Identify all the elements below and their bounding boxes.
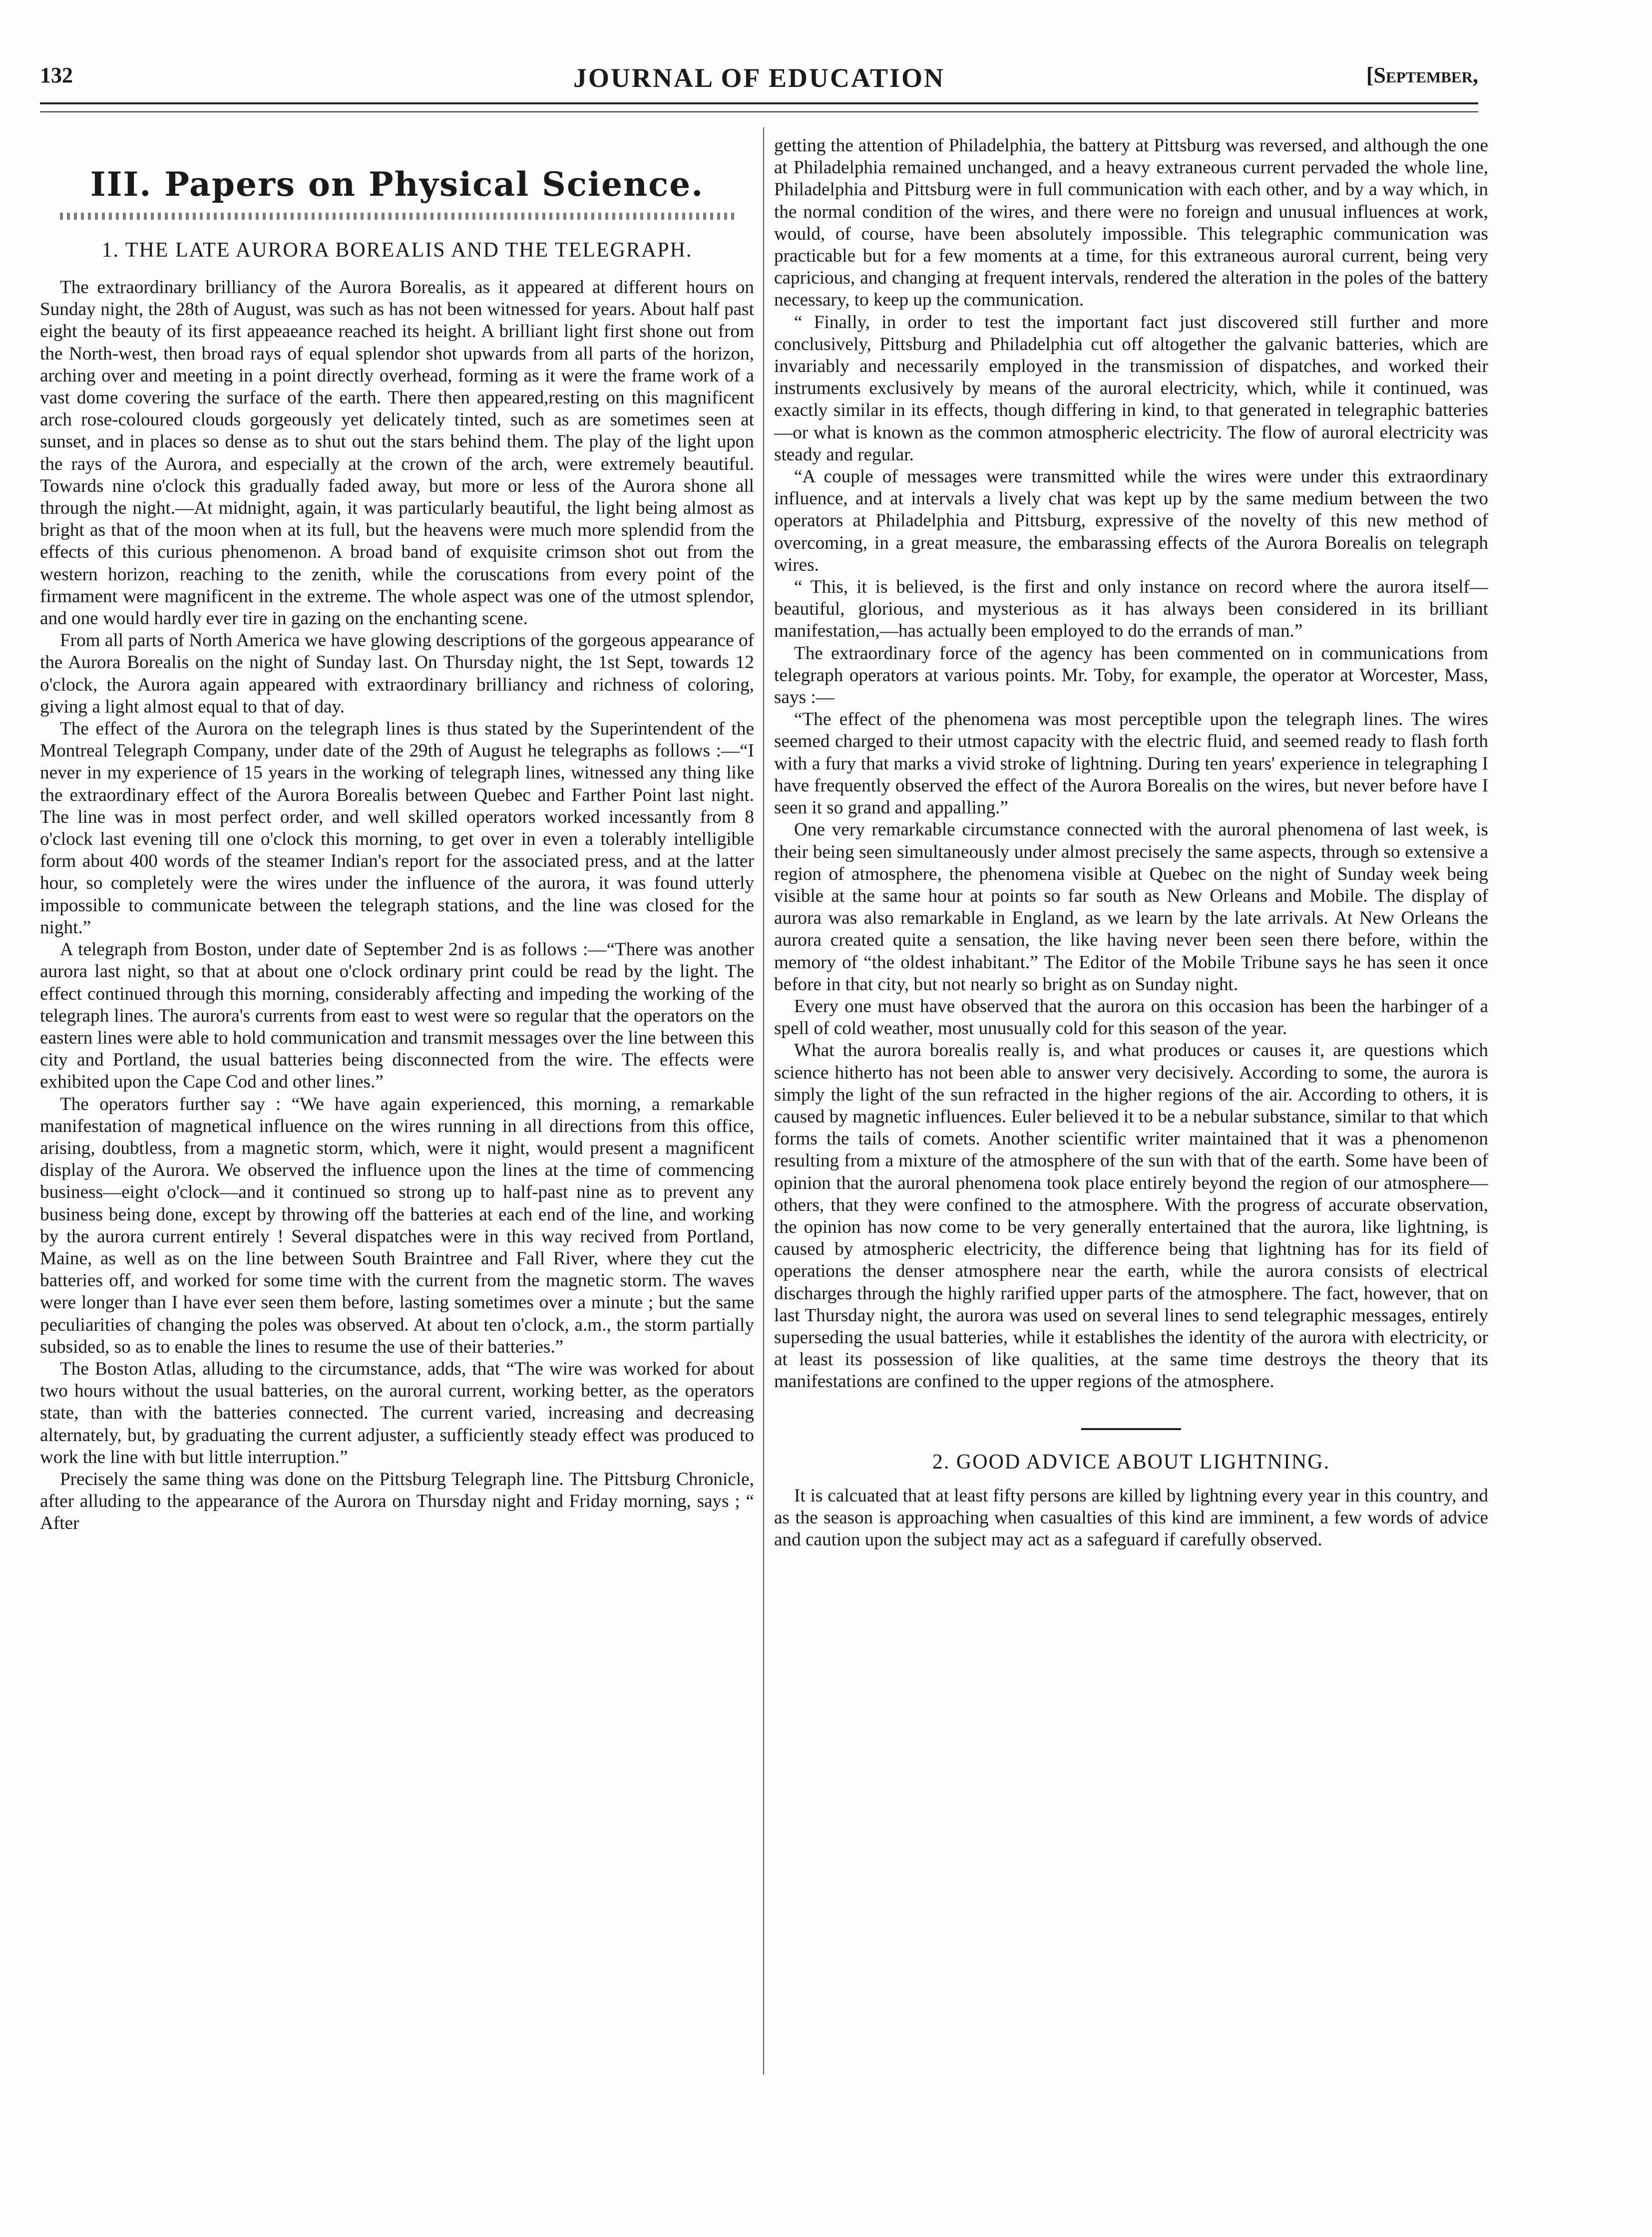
page-number: 132 bbox=[40, 63, 73, 87]
issue-month: [September, bbox=[1366, 63, 1478, 87]
paragraph: The extraordinary force of the agency has been commented on in communications from telegraph operators at various points. Mr. Toby, for example, the operator at Worcester, Mass, says :— bbox=[774, 643, 1488, 708]
paragraph: The effect of the Aurora on the telegraph lines is thus stated by the Superintendent of the Montreal Telegraph Company, under date of the 29th of August he telegraphs as follows :—“I never in my experience of 15 years in the working of telegraph lines, witnessed any thing like the extraordinary effect of the Aurora Borealis between Quebec and Farther Point last night. The line was in most perfect order, and well skilled operators worked incessantly from 8 o'clock last evening till one o'clock this morning, to get over in even a tolerably intelligible form about 400 words of the steamer Indian's report for the associated press, and at the latter hour, so completely were the wires under the influence of the aurora, it was found utterly impossible to communicate between the telegraph stations, and the line was closed for the night.” bbox=[40, 719, 754, 938]
header-rule bbox=[40, 102, 1478, 104]
article-separator bbox=[1081, 1428, 1181, 1430]
header-rule-thin bbox=[40, 111, 1478, 112]
paragraph: One very remarkable circumstance connected with the auroral phenomena of last week, is their being seen simultaneously under almost precisely the same aspects, through so extensive a region of atmosphere, the phenomena visible at Quebec on the night of Sunday week being visible at the same hour at points so far south as New Orleans and Mobile. The display of aurora was also remarkable in England, as we learn by the late arrivals. At New Orleans the aurora created quite a sensation, the like having never been seen there before, within the memory of “the oldest inhabitant.” The Editor of the Mobile Tribune says he has seen it once before in that city, but not nearly so bright as on Sunday night. bbox=[774, 819, 1488, 995]
paragraph: The extraordinary brilliancy of the Aurora Borealis, as it appeared at different hours on Sunday night, the 28th of August, was such as has not been witnessed for years. About half past eight the beauty of its first appeaeance reached its height. A brilliant light first shone out from the North-west, then broad rays of equal splendor shot upwards from all parts of the horizon, arching over and meeting in a point directly overhead, forming as it were the frame work of a vast dome covering the surface of the earth. There then appeared,resting on this magnificent arch rose-coloured clouds gorgeously yet delicately tinted, such as are sometimes seen at sunset, and in places so dense as to shut out the stars behind them. The play of the light upon the rays of the Aurora, and especially at the crown of the arch, were extremely beautiful. Towards nine o'clock this gradually faded away, but more or less of the Aurora shone all through the night.—At midnight, again, it was particularly beautiful, the light being almost as bright as that of the moon when at its full, but the heavens were much more splendid from the effects of this curious phenomenon. A broad band of exquisite crimson shot out from the western horizon, reaching to the zenith, while the coruscations from every point of the firmament were magnificent in the extreme. The whole aspect was one of the utmost splendor, and one would hardly ever tire in gazing on the enchanting scene. bbox=[40, 277, 754, 629]
paragraph: What the aurora borealis really is, and what produces or causes it, are questions which science hitherto has not been able to answer very decisively. According to some, the aurora is simply the light of the sun refracted in the higher regions of the air. According to others, it is caused by magnetic influences. Euler believed it to be a nebular substance, similar to that which forms the tails of comets. Another scientific writer maintained that it was a phenomenon resulting from a mixture of the atmosphere of the sun with that of the earth. Some have been of opinion that the auroral phenomena took place entirely beyond the region of our atmosphere—others, that they were confined to the atmosphere. With the progress of accurate observation, the opinion has now come to be very generally entertained that the aurora, like lightning, is caused by atmospheric electricity, the difference being that lightning has for its field of operations the denser atmosphere near the earth, while the aurora consists of electrical discharges through the highly rarified upper parts of the atmosphere. The fact, however, that on last Thursday night, the aurora was used on several lines to send telegraphic messages, entirely superseding the usual batteries, while it establishes the identity of the aurora with electricity, or at least its possession of like qualities, at the same time destroys the theory that its manifestations are confined to the upper regions of the atmosphere. bbox=[774, 1040, 1488, 1392]
article-title: 2. GOOD ADVICE ABOUT LIGHTNING. bbox=[932, 1450, 1330, 1474]
paragraph: From all parts of North America we have glowing descriptions of the gorgeous appearance of the Aurora Borealis on the night of Sunday last. On Thursday night, the 1st Sept, towards 12 o'clock, the Aurora again appeared with extraordinary brilliancy and richness of coloring, giving a light almost equal to that of day. bbox=[40, 630, 754, 717]
paragraph: It is calcuated that at least fifty persons are killed by lightning every year in this country, and as the season is approaching when casualties of this kind are imminent, a few words of advice and caution upon the subject may act as a safeguard if carefully observed. bbox=[774, 1485, 1488, 1550]
page-header bbox=[40, 62, 1478, 117]
paragraph: Every one must have observed that the aurora on this occasion has been the harbinger of a spell of cold weather, most unusually cold for this season of the year. bbox=[774, 996, 1488, 1039]
paragraph: “ Finally, in order to test the important fact just discovered still further and more conclusively, Pittsburg and Philadelphia cut off altogether the galvanic batteries, which are invariably and necessarily employed in the transmission of dispatches, and worked their instruments exclusively by means of the auroral electricity, which, while it continued, was exactly similar in its effects, though differing in kind, to that generated in telegraphic batteries—or what is known as the common atmospheric electricity. The flow of auroral electricity was steady and regular. bbox=[774, 312, 1488, 465]
paragraph: Precisely the same thing was done on the Pittsburg Telegraph line. The Pittsburg Chronicle, after alluding to the appearance of the Aurora on Thursday night and Friday morning, says ; “ After bbox=[40, 1469, 754, 1534]
left-column bbox=[40, 135, 754, 2132]
paragraph: The operators further say : “We have again experienced, this morning, a remarkable manifestation of magnetical influence on the wires running in all directions from this office, arising, doubtless, from a magnetic storm, which, were it night, would present a magnificent display of the Aurora. We observed the influence upon the lines at the time of commencing business—eight o'clock—and it continued so strong up to half-past nine as to prevent any business being done, except by throwing off the batteries at each end of the line, and working by the aurora current entirely ! Several dispatches were in this way recived from Portland, Maine, as well as on the line between South Braintree and Fall River, where they cut the batteries off, and worked for some time with the current from the magnetic storm. The waves were longer than I have ever seen them before, lasting sometimes over a minute ; but the same peculiarities of changing the poles was observed. At about ten o'clock, a.m., the storm partially subsided, so as to enable the lines to resume the use of their batteries.” bbox=[40, 1094, 754, 1357]
paragraph: getting the attention of Philadelphia, the battery at Pittsburg was reversed, and although the one at Philadelphia remained unchanged, and a heavy extraneous current pervaded the whole line, Philadelphia and Pittsburg were in full communication with each other, and by a way which, in the normal condition of the wires, and there were no foreign and unusual influences at work, would, of course, have been absolutely impossible. This telegraphic communication was practicable but for a few moments at a time, for this extraneous auroral current, being very capricious, and changing at frequent intervals, rendered the alteration in the poles of the battery necessary, to keep up the communication. bbox=[774, 135, 1488, 311]
paragraph: “The effect of the phenomena was most perceptible upon the telegraph lines. The wires seemed charged to their utmost capacity with the electric fluid, and seemed ready to flash forth with a fury that marks a vivid stroke of lightning. During ten years' experience in telegraphing I have frequently observed the effect of the Aurora Borealis on the wires, but never before have I seen it so grand and appalling.” bbox=[774, 709, 1488, 818]
article-title: 1. THE LATE AURORA BOREALIS AND THE TELEGRAPH. bbox=[101, 239, 693, 262]
paragraph: The Boston Atlas, alluding to the circumstance, adds, that “The wire was worked for about two hours without the usual batteries, on the auroral current, working better, as the operators state, than with the batteries connected. The current varied, increasing and decreasing alternately, but, by graduating the current adjuster, a sufficiently steady effect was produced to work the line with but little interruption.” bbox=[40, 1358, 754, 1468]
paragraph: “ This, it is believed, is the first and only instance on record where the aurora itself—beautiful, glorious, and mysterious as it has always been considered in its brilliant manifestation,—has actually been employed to do the errands of man.” bbox=[774, 577, 1488, 642]
right-column bbox=[774, 135, 1488, 2132]
column-divider bbox=[763, 127, 764, 2075]
paragraph: A telegraph from Boston, under date of September 2nd is as follows :—“There was another aurora last night, so that at about one o'clock ordinary print could be read by the light. The effect continued through this morning, considerably affecting and impeding the working of the telegraph lines. The aurora's currents from east to west were so regular that the operators on the eastern lines were able to hold communication and transmit messages over the line between this city and Portland, the usual batteries being disconnected from the wire. The effects were exhibited upon the Cape Cod and other lines.” bbox=[40, 939, 754, 1093]
wavy-ornament bbox=[60, 213, 734, 220]
section-title: III. Papers on Physical Science. bbox=[90, 165, 704, 204]
journal-page bbox=[40, 47, 1488, 2195]
journal-title: JOURNAL OF EDUCATION bbox=[573, 63, 945, 93]
paragraph: “A couple of messages were transmitted while the wires were under this extraordinary influence, and at intervals a lively chat was kept up by the same medium between the two operators at Philadelphia and Pittsburg, expressive of the novelty of this new method of overcoming, in a great measure, the embarassing effects of the Aurora Borealis on telegraph wires. bbox=[774, 466, 1488, 575]
